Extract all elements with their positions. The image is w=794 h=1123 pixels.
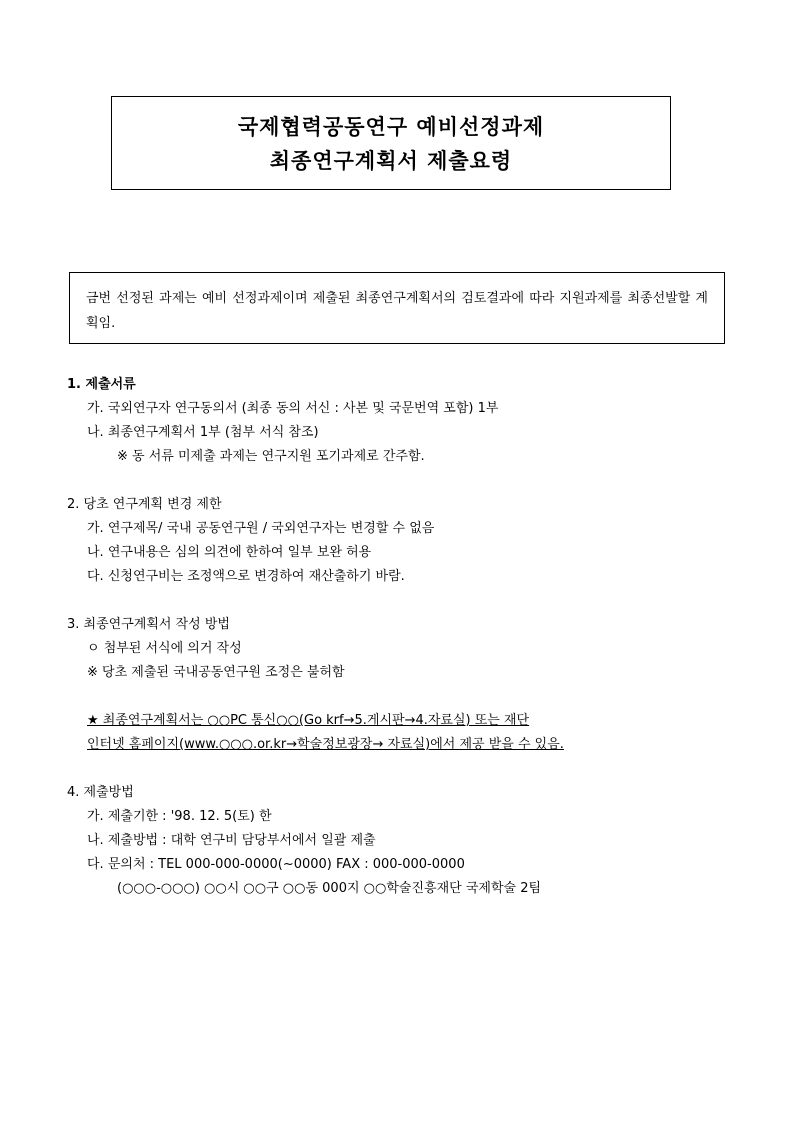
section-1-item-ga: 가. 국외연구자 연구동의서 (최종 동의 서신 : 사본 및 국문번역 포함) 1부 [87,401,499,416]
document-body [67,373,727,901]
section-2-item-na: 나. 연구내용은 심의 의견에 한하여 일부 보완 허용 [87,545,372,560]
section-4-address: (○○○-○○○) ○○시 ○○구 ○○동 000지 ○○학술진흥재단 국제학술 2팀 [117,881,542,896]
section-1-heading: 1. 제출서류 [67,377,136,392]
title-box [111,96,671,190]
intro-box [69,272,725,344]
star-note [67,709,727,757]
section-3-heading: 3. 최종연구계획서 작성 방법 [67,617,230,632]
section-2-item-ga: 가. 연구제목/ 국내 공동연구원 / 국외연구자는 변경할 수 없음 [87,521,435,536]
star-note-line-1: ★ 최종연구계획서는 ○○PC 통신○○(Go krf→5.게시판→4.자료실) 또는 재단 [87,713,530,728]
section-4-item-ga: 가. 제출기한 : '98. 12. 5(토) 한 [87,809,272,824]
section-4-item-na: 나. 제출방법 : 대학 연구비 담당부서에서 일괄 제출 [87,833,376,848]
star-note-line-2: 인터넷 홈페이지(www.○○○.or.kr→학술정보광장→ 자료실)에서 제공 받을 수 있음. [87,737,564,752]
section-1-item-na: 나. 최종연구계획서 1부 (첨부 서식 참조) [87,425,319,440]
section-3-item-circle: ㅇ 첨부된 서식에 의거 작성 [87,641,242,656]
section-3-item-note: ※ 당초 제출된 국내공동연구원 조정은 불허함 [87,665,345,680]
intro-text: 금번 선정된 과제는 예비 선정과제이며 제출된 최종연구계획서의 검토결과에 따라 지원과제를 최종선발할 계획임. [86,291,708,331]
section-2-heading: 2. 당초 연구계획 변경 제한 [67,497,222,512]
title-line-2: 최종연구계획서 제출요령 [269,148,513,173]
title-line-1: 국제협력공동연구 예비선정과제 [237,114,545,139]
section-1-note: ※ 동 서류 미제출 과제는 연구지원 포기과제로 간주함. [117,449,425,464]
section-2-item-da: 다. 신청연구비는 조정액으로 변경하여 재산출하기 바람. [87,569,405,584]
section-4-item-da: 다. 문의처 : TEL 000-000-0000(~0000) FAX : 000-000-0000 [87,857,465,872]
section-4-heading: 4. 제출방법 [67,785,134,800]
